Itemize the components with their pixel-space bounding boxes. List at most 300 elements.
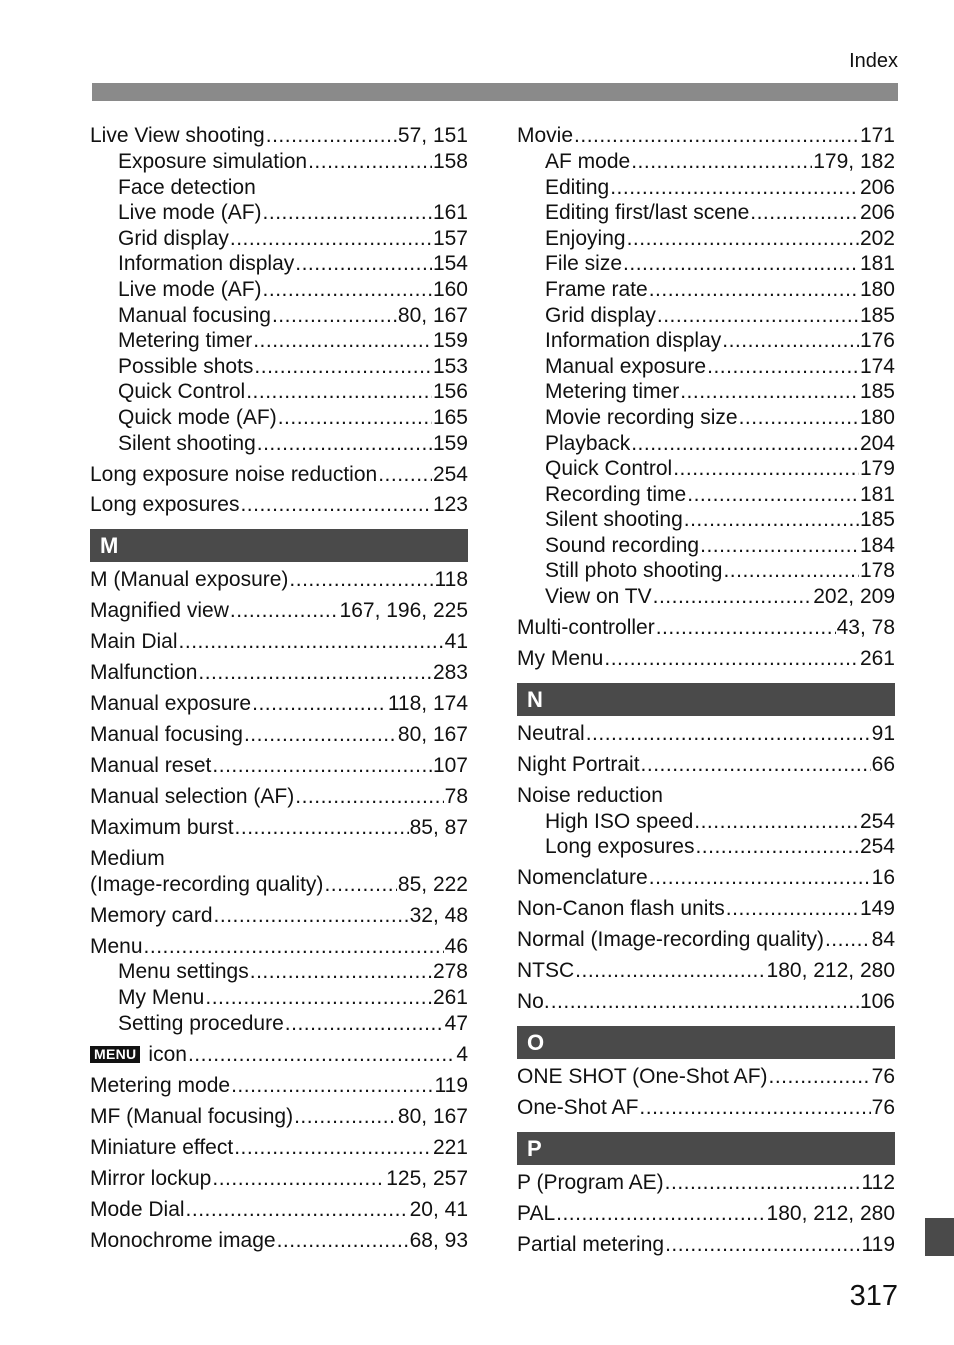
entry-label-text: Noise reduction — [517, 784, 663, 807]
index-subentry — [517, 354, 895, 380]
entry-label — [517, 783, 663, 809]
dot-leader — [604, 646, 859, 672]
dot-leader — [684, 507, 859, 533]
index-subentry — [517, 200, 895, 226]
page-reference: 156 — [432, 380, 468, 404]
entry-label — [517, 123, 573, 149]
entry-label-text: Grid display — [118, 226, 229, 250]
index-subentry — [517, 558, 895, 584]
index-entry — [90, 567, 468, 593]
dot-leader — [294, 1104, 397, 1130]
entry-label — [517, 1232, 664, 1258]
entry-label-text: Mode Dial — [90, 1197, 185, 1221]
entry-label — [90, 598, 229, 624]
dot-leader — [631, 149, 812, 175]
index-entry — [90, 598, 468, 624]
menu-icon: MENU — [90, 1046, 140, 1063]
letter-heading: O — [517, 1026, 895, 1059]
entry-label-text: Maximum burst — [90, 816, 234, 840]
page-reference: 43, 78 — [836, 616, 895, 640]
dot-leader — [575, 958, 765, 984]
page-reference: 202 — [859, 226, 895, 250]
index-subentry — [517, 456, 895, 482]
page-reference: 174 — [859, 354, 895, 378]
entry-label-text: NTSC — [517, 959, 575, 983]
page-reference: 16 — [871, 866, 895, 890]
page-reference: 125, 257 — [386, 1166, 468, 1190]
index-subentry — [90, 959, 468, 985]
entry-label-text: Malfunction — [90, 661, 198, 685]
section-label: Index — [849, 50, 898, 72]
page-reference: 118 — [434, 568, 468, 592]
entry-label — [545, 354, 706, 380]
dot-leader — [586, 721, 871, 747]
entry-label — [118, 149, 307, 175]
page-reference: 119 — [434, 1073, 468, 1097]
entry-label — [545, 584, 652, 610]
index-entry — [90, 629, 468, 655]
entry-label-text: Manual selection (AF) — [90, 785, 295, 809]
entry-label-text: Live mode (AF) — [118, 277, 262, 301]
dot-leader — [700, 533, 859, 559]
entry-label-text: Possible shots — [118, 354, 254, 378]
index-subentry — [90, 226, 468, 252]
page-reference: 204 — [859, 431, 895, 455]
dot-leader — [205, 985, 432, 1011]
page-reference: 278 — [432, 960, 468, 984]
index-column-left — [90, 118, 468, 1253]
entry-label-text: Editing — [545, 175, 610, 199]
entry-label — [118, 431, 256, 457]
index-entry — [90, 934, 468, 960]
page-reference: 179, 182 — [813, 149, 895, 173]
index-entry — [90, 872, 468, 898]
dot-leader — [277, 1228, 409, 1254]
dot-leader — [324, 872, 396, 898]
entry-label — [545, 226, 626, 252]
entry-label-text: Magnified view — [90, 599, 229, 623]
page-reference: 202, 209 — [813, 585, 895, 609]
dot-leader — [378, 462, 432, 488]
entry-label — [90, 753, 211, 779]
dot-leader — [551, 989, 859, 1015]
page-reference: 153 — [432, 354, 468, 378]
entry-label-text: Quick Control — [118, 380, 246, 404]
dot-leader — [278, 405, 432, 431]
dot-leader — [295, 784, 443, 810]
dot-leader — [723, 558, 858, 584]
entry-label-text: High ISO speed — [545, 809, 694, 833]
index-entry — [517, 1201, 895, 1227]
index-subentry — [517, 175, 895, 201]
entry-label-text: Long exposures — [545, 835, 695, 859]
page-reference: 68, 93 — [409, 1228, 468, 1252]
page-reference: 57, 151 — [397, 124, 468, 148]
dot-leader — [610, 175, 859, 201]
index-entry — [90, 1135, 468, 1161]
index-entry — [517, 1232, 895, 1258]
index-subentry — [517, 328, 895, 354]
entry-label-text: Metering timer — [545, 380, 680, 404]
entry-label — [517, 646, 603, 672]
entry-label — [517, 1064, 768, 1090]
page-reference: 32, 48 — [409, 903, 468, 927]
entry-label — [90, 1073, 230, 1099]
index-subentry — [90, 251, 468, 277]
dot-leader — [623, 251, 859, 277]
page-reference: 180, 212, 280 — [766, 959, 895, 983]
index-entry — [90, 1104, 468, 1130]
index-entry — [90, 815, 468, 841]
page-reference: 112 — [861, 1171, 895, 1195]
entry-label-text: Long exposure noise reduction — [90, 462, 378, 486]
entry-label — [545, 405, 738, 431]
dot-leader — [230, 226, 432, 252]
dot-leader — [272, 303, 397, 329]
page-number: 317 — [849, 1280, 898, 1312]
dot-leader — [687, 482, 859, 508]
entry-label-text: Menu — [90, 934, 143, 958]
entry-label-text: Grid display — [545, 303, 656, 327]
entry-label — [118, 405, 277, 431]
index-entry — [90, 784, 468, 810]
entry-label-text: My Menu — [517, 647, 604, 671]
entry-label — [118, 379, 245, 405]
index-subentry — [517, 251, 895, 277]
entry-label — [90, 722, 243, 748]
entry-label-text: Movie — [517, 124, 574, 148]
dot-leader — [266, 123, 397, 149]
page-reference: 76 — [871, 1096, 895, 1120]
dot-leader — [263, 277, 432, 303]
dot-leader — [641, 752, 871, 778]
entry-label-text: M (Manual exposure) — [90, 568, 289, 592]
page-reference: 180 — [859, 277, 895, 301]
entry-label-text: Still photo shooting — [545, 559, 723, 583]
dot-leader — [252, 691, 387, 717]
page-reference: 206 — [859, 175, 895, 199]
entry-label-text: Manual exposure — [545, 354, 707, 378]
dot-leader — [739, 405, 859, 431]
page-reference: 123 — [432, 493, 468, 517]
dot-leader — [673, 456, 859, 482]
entry-label — [90, 567, 288, 593]
index-entry — [517, 646, 895, 672]
index-entry — [517, 927, 895, 953]
entry-label — [90, 1228, 276, 1254]
index-subentry — [517, 379, 895, 405]
entry-label — [517, 865, 648, 891]
entry-label — [90, 903, 213, 929]
entry-label — [118, 200, 262, 226]
index-subentry — [90, 1011, 468, 1037]
page-reference: 154 — [432, 252, 468, 276]
index-entry — [90, 1042, 468, 1068]
entry-label — [517, 927, 824, 953]
page-reference: 181 — [859, 252, 895, 276]
index-entry — [517, 1095, 895, 1121]
entry-label-text: Multi-controller — [517, 616, 655, 640]
index-entry — [517, 783, 895, 809]
page-reference: 178 — [859, 559, 895, 583]
dot-leader — [556, 1201, 765, 1227]
index-subentry — [90, 149, 468, 175]
page-reference: 118, 174 — [387, 692, 468, 716]
page-reference: 180 — [859, 405, 895, 429]
index-entry — [90, 722, 468, 748]
entry-label — [545, 303, 656, 329]
entry-label — [90, 872, 323, 898]
index-entry — [90, 1166, 468, 1192]
dot-leader — [212, 1166, 385, 1192]
dot-leader — [246, 379, 432, 405]
dot-leader — [726, 896, 859, 922]
entry-label — [90, 1104, 293, 1130]
index-entry — [517, 958, 895, 984]
index-entry — [90, 660, 468, 686]
entry-label — [90, 660, 197, 686]
entry-label — [90, 1197, 185, 1223]
index-subentry — [90, 200, 468, 226]
page-reference: 20, 41 — [409, 1197, 468, 1221]
entry-label-text: AF mode — [545, 149, 631, 173]
entry-label-text: Non-Canon flash units — [517, 897, 725, 921]
dot-leader — [285, 1011, 444, 1037]
index-entry — [517, 989, 895, 1015]
dot-leader — [649, 277, 859, 303]
index-entry — [90, 462, 468, 488]
page-reference: 179 — [859, 457, 895, 481]
index-subentry — [90, 328, 468, 354]
entry-label — [517, 958, 574, 984]
page-reference: 254 — [859, 835, 895, 859]
entry-label — [90, 846, 165, 872]
entry-label-text: Menu settings — [118, 960, 249, 984]
entry-label-text: PAL — [517, 1202, 556, 1226]
dot-leader — [653, 584, 813, 610]
dot-leader — [186, 1197, 409, 1223]
page-reference: 171 — [859, 124, 895, 148]
dot-leader — [240, 492, 432, 518]
entry-label — [545, 482, 686, 508]
entry-label-text: Metering mode — [90, 1073, 231, 1097]
dot-leader — [649, 865, 871, 891]
dot-leader — [179, 629, 444, 655]
entry-label-text: Mirror lockup — [90, 1166, 212, 1190]
entry-label — [118, 354, 253, 380]
entry-label — [90, 462, 377, 488]
entry-label-text: Manual focusing — [90, 723, 243, 747]
page-reference: 47 — [444, 1011, 468, 1035]
page-reference: 159 — [432, 329, 468, 353]
entry-label — [90, 123, 265, 149]
entry-label — [545, 809, 693, 835]
page-reference: 157 — [432, 226, 468, 250]
page-reference: 160 — [432, 277, 468, 301]
entry-label-text: MF (Manual focusing) — [90, 1104, 294, 1128]
entry-label — [118, 1011, 284, 1037]
entry-label-text: Exposure simulation — [118, 149, 308, 173]
entry-label-text: Manual focusing — [118, 303, 271, 327]
entry-label — [90, 815, 234, 841]
index-subentry — [517, 584, 895, 610]
page-reference: 119 — [861, 1233, 895, 1257]
entry-label-text: icon — [148, 1042, 187, 1066]
index-entry — [517, 1170, 895, 1196]
index-subentry — [517, 405, 895, 431]
dot-leader — [214, 903, 409, 929]
entry-label-text: Partial metering — [517, 1233, 665, 1257]
entry-label-text: Editing first/last scene — [545, 201, 750, 225]
index-entry — [517, 1064, 895, 1090]
entry-label-text: Playback — [545, 431, 631, 455]
dot-leader — [289, 567, 433, 593]
entry-label — [90, 629, 178, 655]
dot-leader — [639, 1095, 870, 1121]
page-reference: 185 — [859, 508, 895, 532]
entry-label-text: Silent shooting — [118, 431, 256, 455]
entry-label-text: One-Shot AF — [517, 1096, 639, 1120]
dot-leader — [254, 354, 432, 380]
index-entry — [90, 753, 468, 779]
entry-label — [545, 431, 630, 457]
page-reference: 254 — [432, 462, 468, 486]
entry-label — [118, 303, 271, 329]
entry-label-text: Setting procedure — [118, 1011, 284, 1035]
dot-leader — [212, 753, 432, 779]
index-entry — [90, 492, 468, 518]
entry-label — [545, 533, 699, 559]
dot-leader — [244, 722, 397, 748]
page-reference: 66 — [871, 753, 895, 777]
page-reference: 185 — [859, 380, 895, 404]
entry-label — [118, 226, 229, 252]
entry-label-text: Long exposures — [90, 493, 240, 517]
page-reference: 106 — [859, 990, 895, 1014]
index-subentry — [517, 507, 895, 533]
index-subentry — [90, 405, 468, 431]
dot-leader — [257, 431, 432, 457]
page-reference: 161 — [432, 201, 468, 225]
entry-label-text: Enjoying — [545, 226, 626, 250]
index-subentry — [90, 985, 468, 1011]
page-reference: 261 — [432, 986, 468, 1010]
letter-heading: M — [90, 529, 468, 562]
thumb-index-tab — [925, 1218, 954, 1256]
index-entry — [90, 1197, 468, 1223]
dot-leader — [230, 598, 339, 624]
entry-label — [517, 615, 655, 641]
dot-leader — [231, 1073, 433, 1099]
dot-leader — [656, 615, 836, 641]
index-subentry — [90, 431, 468, 457]
index-subentry — [517, 149, 895, 175]
header-bar — [92, 83, 898, 101]
entry-label — [545, 200, 749, 226]
index-entry — [517, 752, 895, 778]
entry-label — [545, 379, 679, 405]
page-reference: 185 — [859, 303, 895, 327]
entry-label — [545, 834, 694, 860]
entry-label — [517, 1095, 638, 1121]
entry-label-text: Information display — [545, 329, 722, 353]
entry-label-text: Metering timer — [118, 329, 253, 353]
dot-leader — [769, 1064, 871, 1090]
dot-leader — [707, 354, 859, 380]
dot-leader — [665, 1170, 861, 1196]
entry-label — [517, 1201, 555, 1227]
entry-label-text: Manual reset — [90, 754, 212, 778]
index-subentry — [517, 431, 895, 457]
dot-leader — [250, 959, 432, 985]
entry-label — [90, 492, 239, 518]
dot-leader — [665, 1232, 860, 1258]
entry-label-text: ONE SHOT (One-Shot AF) — [517, 1065, 768, 1089]
dot-leader — [263, 200, 432, 226]
dot-leader — [235, 815, 409, 841]
index-entry — [517, 896, 895, 922]
page-reference: 181 — [859, 482, 895, 506]
entry-label — [545, 456, 672, 482]
entry-label-text: (Image-recording quality) — [90, 872, 324, 896]
index-column-right — [517, 118, 895, 1258]
entry-label — [90, 934, 143, 960]
entry-label-text: Sound recording — [545, 533, 700, 557]
index-entry — [90, 1228, 468, 1254]
index-subentry — [90, 175, 468, 201]
entry-label-text: P (Program AE) — [517, 1171, 664, 1195]
entry-label — [517, 989, 550, 1015]
page-reference: 149 — [859, 897, 895, 921]
entry-label-text: Frame rate — [545, 277, 648, 301]
dot-leader — [657, 303, 859, 329]
entry-label-text: My Menu — [118, 986, 205, 1010]
entry-label — [545, 175, 609, 201]
page-reference: 85, 87 — [409, 816, 468, 840]
entry-label — [90, 1042, 187, 1068]
entry-label — [517, 721, 585, 747]
index-entry — [90, 123, 468, 149]
index-subentry — [90, 277, 468, 303]
index-entry — [90, 691, 468, 717]
index-subentry — [517, 533, 895, 559]
dot-leader — [627, 226, 859, 252]
entry-label — [90, 691, 251, 717]
entry-label-text: No. — [517, 990, 550, 1014]
page-reference: 180, 212, 280 — [766, 1202, 895, 1226]
dot-leader — [574, 123, 859, 149]
entry-label — [545, 328, 721, 354]
dot-leader — [750, 200, 859, 226]
page-reference: 165 — [432, 405, 468, 429]
page-reference: 80, 167 — [397, 303, 468, 327]
entry-label — [545, 149, 630, 175]
entry-label — [118, 175, 256, 201]
entry-label — [517, 896, 725, 922]
index-subentry — [517, 482, 895, 508]
entry-label-text: Medium — [90, 847, 165, 871]
dot-leader — [308, 149, 432, 175]
page-reference: 4 — [456, 1042, 468, 1066]
entry-label — [517, 1170, 664, 1196]
entry-label — [545, 558, 722, 584]
page-reference: 158 — [432, 149, 468, 173]
index-subentry — [517, 809, 895, 835]
index-entry — [517, 615, 895, 641]
entry-label-text: File size — [545, 252, 623, 276]
entry-label — [90, 1135, 233, 1161]
entry-label — [118, 959, 249, 985]
